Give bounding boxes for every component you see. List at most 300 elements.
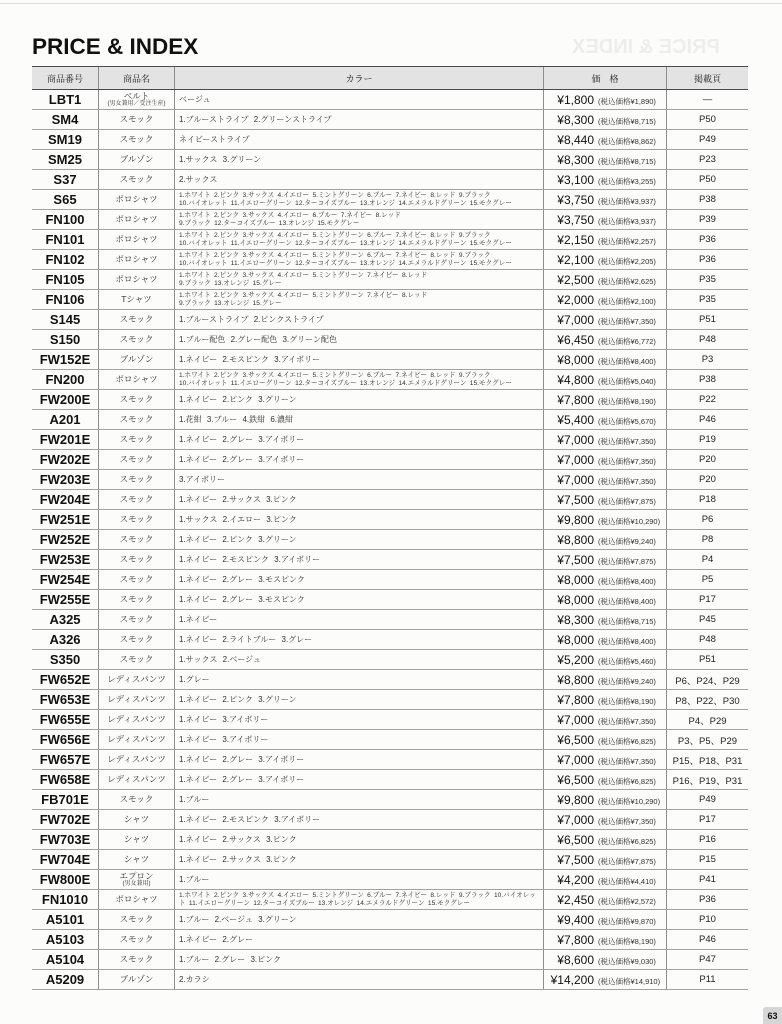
color-options-cell (174, 810, 543, 829)
product-name: レディスパンツ (107, 674, 166, 684)
color-options-cell (174, 970, 543, 989)
product-name-cell (98, 110, 174, 129)
product-name-cell (98, 510, 174, 529)
color-options-cell (174, 290, 543, 309)
tax-included-price: (税込価格¥7,875) (598, 556, 656, 566)
price: ¥8,000 (557, 572, 594, 587)
catalog-page-reference: P3 (666, 350, 748, 369)
price: ¥8,300 (557, 152, 594, 167)
page-title: PRICE & INDEX (32, 34, 199, 59)
tax-included-price: (税込価格¥5,040) (598, 376, 656, 386)
color-options-line: 1.ホワイト 2.ピンク 3.サックス 4.イエロー 5.ミントグリーン 6.ブルー 7.ネイビー 8.レッド 9.ブラック (179, 371, 491, 379)
product-code: FW655E (39, 712, 91, 727)
price-group (546, 771, 656, 789)
product-code: FB701E (41, 792, 89, 807)
product-code: A201 (49, 412, 81, 427)
tax-included-price: (税込価格¥4,410) (598, 876, 656, 886)
product-name: スモック (119, 794, 154, 804)
price-cell (543, 270, 666, 289)
table-row (32, 250, 748, 270)
tax-included-price: (税込価格¥7,350) (598, 316, 656, 326)
product-name-cell (98, 950, 174, 969)
price-cell (543, 250, 666, 269)
color-options-line: 2.カラシ (179, 975, 210, 984)
product-name: シャツ (123, 814, 150, 824)
catalog-page-reference: P48 (666, 330, 748, 349)
product-name: スモック (119, 114, 154, 124)
price-group (546, 231, 656, 249)
price-cell (543, 230, 666, 249)
color-options-cell (174, 370, 543, 389)
tax-included-price: (税込価格¥9,240) (598, 676, 656, 686)
price-cell (543, 530, 666, 549)
table-row (32, 670, 748, 690)
color-options-cell (174, 570, 543, 589)
product-code: FW203E (39, 472, 91, 487)
catalog-page-reference: P17 (666, 590, 748, 609)
price-cell (543, 730, 666, 749)
color-options-line: 9.ブラック 13.オレンジ 15.グレー (179, 299, 282, 307)
table-row (32, 570, 748, 590)
color-options-line: 1.ネイビー 2.グレー 3.アイボリー (179, 775, 305, 784)
price: ¥8,000 (557, 592, 594, 607)
product-name-cell (98, 910, 174, 929)
price-group (546, 931, 656, 949)
product-code: FW653E (39, 692, 91, 707)
table-row (32, 190, 748, 210)
price: ¥7,000 (557, 432, 594, 447)
table-row (32, 170, 748, 190)
price-group (546, 491, 656, 509)
catalog-page-reference: P23 (666, 150, 748, 169)
price-group (546, 971, 660, 989)
product-name-cell (98, 230, 174, 249)
price-cell (543, 770, 666, 789)
table-header-row (32, 66, 748, 90)
product-code: FW252E (39, 532, 91, 547)
price-group (546, 151, 656, 169)
catalog-page-reference: P51 (666, 650, 748, 669)
tax-included-price: (税込価格¥8,190) (598, 696, 656, 706)
product-name-note: (男女兼用／受注生産) (107, 100, 166, 107)
product-name-cell (98, 970, 174, 989)
tax-included-price: (税込価格¥6,825) (598, 736, 656, 746)
product-name: スモック (119, 614, 154, 624)
product-name: スモック (119, 514, 154, 524)
product-name-cell (98, 870, 174, 889)
catalog-page-reference: P19 (666, 430, 748, 449)
color-options-line: 1.ネイビー 3.アイボリー (179, 735, 269, 744)
price-group (546, 651, 656, 669)
catalog-page-reference: P4、P29 (666, 710, 748, 729)
product-code: FW656E (39, 732, 91, 747)
price-cell (543, 950, 666, 969)
tax-included-price: (税込価格¥6,825) (598, 776, 656, 786)
tax-included-price: (税込価格¥3,937) (598, 216, 656, 226)
color-options-line: 1.ネイビー 2.ライトブルー 3.グレー (179, 635, 313, 644)
color-options-line: 1.ブルー配色 2.グレー配色 3.グリーン配色 (179, 335, 337, 344)
product-name-cell (98, 850, 174, 869)
color-options-line: 1.ネイビー 2.グレー 3.モスピンク (179, 595, 305, 604)
color-options-line: 9.ブラック 13.オレンジ 15.グレー (179, 279, 282, 287)
tax-included-price: (税込価格¥7,350) (598, 716, 656, 726)
color-options-cell (174, 590, 543, 609)
price: ¥2,100 (557, 252, 594, 267)
color-options-cell (174, 270, 543, 289)
price: ¥2,150 (557, 232, 594, 247)
header-page: 掲載頁 (666, 67, 748, 89)
price-cell (543, 450, 666, 469)
product-name-cell (98, 150, 174, 169)
product-name-cell (98, 270, 174, 289)
table-row (32, 110, 748, 130)
product-code: S145 (49, 312, 81, 327)
color-options-line: ト 11.イエローグリーン 12.ターコイズブルー 13.オレンジ 14.エメラルドグリーン 15.モクグレー (179, 899, 471, 907)
price-group (546, 851, 656, 869)
product-name: ブルゾン (119, 354, 154, 364)
color-options-line: 1.ネイビー 2.グレー 3.アイボリー (179, 755, 305, 764)
price-group (546, 171, 656, 189)
product-name-cell (98, 590, 174, 609)
tax-included-price: (税込価格¥10,290) (598, 516, 661, 526)
table-row (32, 270, 748, 290)
product-name: スモック (119, 534, 154, 544)
color-options-line: 1.ホワイト 2.ピンク 3.サックス 4.イエロー 6.ブルー 7.ネイビー 8.レッド (179, 211, 401, 219)
color-options-cell (174, 530, 543, 549)
color-options-cell (174, 210, 543, 229)
table-row (32, 430, 748, 450)
product-code: A5103 (45, 932, 85, 947)
product-code: A5209 (45, 972, 85, 987)
product-name-cell (98, 430, 174, 449)
color-options-cell (174, 870, 543, 889)
catalog-page-reference: P36 (666, 230, 748, 249)
product-name: スモック (119, 914, 154, 924)
price-cell (543, 710, 666, 729)
color-options-cell (174, 170, 543, 189)
product-code: S37 (53, 172, 77, 187)
header-product-code: 商品番号 (46, 73, 83, 84)
table-row (32, 310, 748, 330)
product-name: スモック (119, 454, 154, 464)
table-row (32, 630, 748, 650)
catalog-page-reference: P46 (666, 930, 748, 949)
catalog-page-reference: P15 (666, 850, 748, 869)
tax-included-price: (税込価格¥7,350) (598, 436, 656, 446)
table-row (32, 610, 748, 630)
price-group (546, 551, 656, 569)
product-name-cell (98, 210, 174, 229)
table-row (32, 590, 748, 610)
price-cell (543, 310, 666, 329)
table-row (32, 530, 748, 550)
price-index-table (32, 66, 748, 990)
catalog-page-reference: P16、P19、P31 (666, 770, 748, 789)
color-options-line: 1.ホワイト 2.ピンク 3.サックス 4.イエロー 5.ミントグリーン 6.ブルー 7.ネイビー 8.レッド 9.ブラック (179, 191, 491, 199)
price-cell (543, 90, 666, 109)
product-name-cell (98, 350, 174, 369)
price: ¥9,800 (557, 512, 594, 527)
table-row (32, 890, 748, 910)
catalog-page-reference: P6、P24、P29 (666, 670, 748, 689)
price: ¥7,800 (557, 392, 594, 407)
price: ¥8,000 (557, 632, 594, 647)
product-code: A326 (49, 632, 81, 647)
color-options-line: 1.ブルーストライプ 2.グリーンストライプ (179, 115, 332, 124)
product-code: FN100 (45, 212, 85, 227)
price-group (546, 791, 660, 809)
catalog-page-reference: P20 (666, 470, 748, 489)
table-row (32, 650, 748, 670)
table-row (32, 330, 748, 350)
tax-included-price: (税込価格¥2,257) (598, 236, 656, 246)
product-code: FW200E (39, 392, 91, 407)
product-code: LBT1 (48, 92, 82, 107)
price-cell (543, 410, 666, 429)
product-name: ポロシャツ (115, 214, 158, 224)
price-cell (543, 570, 666, 589)
color-options-line: 1.ネイビー 2.グレー 3.アイボリー (179, 455, 305, 464)
price-cell (543, 970, 666, 989)
price-cell (543, 750, 666, 769)
tax-included-price: (税込価格¥2,572) (598, 896, 656, 906)
product-name-cell (98, 250, 174, 269)
color-options-line: 1.ホワイト 2.ピンク 3.サックス 4.イエロー 5.ミントグリーン 6.ブルー 7.ネイビー 8.レッド 9.ブラック (179, 251, 491, 259)
product-name: スモック (119, 174, 154, 184)
tax-included-price: (税込価格¥2,625) (598, 276, 656, 286)
color-options-line: 9.ブラック 12.ターコイズブルー 13.オレンジ 15.モクグレー (179, 219, 360, 227)
table-row (32, 390, 748, 410)
product-name: シャツ (123, 854, 150, 864)
color-options-line: 10.バイオレット 11.イエローグリーン 12.ターコイズブルー 13.オレンジ 14.エメラルドグリーン 15.モクグレー (179, 239, 512, 247)
header-product-name: 商品名 (98, 67, 174, 89)
color-options-line: ネイビーストライプ (179, 135, 250, 144)
price-cell (543, 350, 666, 369)
product-name: レディスパンツ (107, 734, 166, 744)
product-name: スモック (119, 334, 154, 344)
price-group (546, 731, 656, 749)
table-row (32, 350, 748, 370)
product-name-cell (98, 670, 174, 689)
price-cell (543, 130, 666, 149)
price-group (546, 91, 656, 109)
table-row (32, 370, 748, 390)
table-row (32, 870, 748, 890)
tax-included-price: (税込価格¥7,350) (598, 456, 656, 466)
color-options-cell (174, 470, 543, 489)
tax-included-price: (税込価格¥6,772) (598, 336, 656, 346)
product-name: レディスパンツ (107, 754, 166, 764)
catalog-page-reference: P8、P22、P30 (666, 690, 748, 709)
price-group (546, 411, 656, 429)
product-name: スモック (119, 414, 154, 424)
price-group (546, 351, 656, 369)
catalog-page-reference: P10 (666, 910, 748, 929)
price-cell (543, 370, 666, 389)
catalog-page-reference: P3、P5、P29 (666, 730, 748, 749)
price-group (546, 811, 656, 829)
product-code: A325 (49, 612, 81, 627)
price-group (546, 471, 656, 489)
catalog-page-reference: P45 (666, 610, 748, 629)
catalog-page-reference: P20 (666, 450, 748, 469)
color-options-cell (174, 630, 543, 649)
price-group (546, 831, 656, 849)
price-cell (543, 810, 666, 829)
price-group (546, 691, 656, 709)
product-name: シャツ (123, 834, 150, 844)
catalog-page-reference: P38 (666, 370, 748, 389)
color-options-line: 1.ネイビー (179, 615, 218, 624)
price: ¥4,800 (557, 372, 594, 387)
table-row (32, 950, 748, 970)
color-options-line: 1.ブルー 2.ベージュ 3.グリーン (179, 915, 297, 924)
price: ¥3,750 (557, 212, 594, 227)
product-name-cell (98, 310, 174, 329)
tax-included-price: (税込価格¥8,400) (598, 636, 656, 646)
color-options-line: 1.ホワイト 2.ピンク 3.サックス 4.イエロー 5.ミントグリーン 7.ネイビー 8.レッド (179, 291, 428, 299)
product-name-cell (98, 470, 174, 489)
product-name-cell (98, 710, 174, 729)
product-name: レディスパンツ (107, 694, 166, 704)
price-cell (543, 650, 666, 669)
color-options-cell (174, 250, 543, 269)
product-name: ポロシャツ (115, 254, 158, 264)
tax-included-price: (税込価格¥8,190) (598, 936, 656, 946)
color-options-line: 10.バイオレット 11.イエローグリーン 12.ターコイズブルー 13.オレンジ 14.エメラルドグリーン 15.モクグレー (179, 379, 512, 387)
price-cell (543, 390, 666, 409)
color-options-line: 1.ブルー (179, 875, 210, 884)
price: ¥8,800 (557, 532, 594, 547)
price-cell (543, 170, 666, 189)
price-group (546, 331, 656, 349)
product-code: FN101 (45, 232, 85, 247)
table-row (32, 290, 748, 310)
price-cell (543, 110, 666, 129)
tax-included-price: (税込価格¥9,240) (598, 536, 656, 546)
color-options-line: 1.ネイビー 2.サックス 3.ピンク (179, 855, 297, 864)
price-cell (543, 610, 666, 629)
product-name: スモック (119, 934, 154, 944)
catalog-page-reference: P39 (666, 210, 748, 229)
tax-included-price: (税込価格¥8,400) (598, 596, 656, 606)
catalog-page-reference: P15、P18、P31 (666, 750, 748, 769)
color-options-line: 1.ブルーストライプ 2.ピンクストライプ (179, 315, 324, 324)
color-options-cell (174, 790, 543, 809)
catalog-page-reference: P17 (666, 810, 748, 829)
color-options-line: 1.花紺 3.ブルー 4.鉄紺 6.濃紺 (179, 415, 294, 424)
product-name-cell (98, 650, 174, 669)
table-row (32, 910, 748, 930)
price: ¥6,500 (557, 732, 594, 747)
product-name: ブルゾン (119, 154, 154, 164)
table-row (32, 810, 748, 830)
table-row (32, 450, 748, 470)
color-options-cell (174, 390, 543, 409)
product-code: SM25 (48, 152, 82, 167)
color-options-cell (174, 650, 543, 669)
product-name: ポロシャツ (115, 374, 158, 384)
color-options-cell (174, 710, 543, 729)
product-name-cell (98, 170, 174, 189)
product-name: スモック (119, 474, 154, 484)
price: ¥8,800 (557, 672, 594, 687)
color-options-cell (174, 910, 543, 929)
price-cell (543, 210, 666, 229)
product-name: スモック (119, 954, 154, 964)
catalog-page-reference: P11 (666, 970, 748, 989)
color-options-cell (174, 830, 543, 849)
price-group (546, 511, 660, 529)
price-cell (543, 670, 666, 689)
tax-included-price: (税込価格¥7,350) (598, 476, 656, 486)
product-code: FW658E (39, 772, 91, 787)
price-group (546, 571, 656, 589)
color-options-line: 1.ホワイト 2.ピンク 3.サックス 4.イエロー 5.ミントグリーン 6.ブルー 7.ネイビー 8.レッド 9.ブラック 10.バイオレッ (179, 891, 536, 899)
color-options-cell (174, 890, 543, 909)
product-name-cell (98, 390, 174, 409)
price-cell (543, 150, 666, 169)
price-group (546, 631, 656, 649)
table-row (32, 130, 748, 150)
catalog-page-reference: P51 (666, 310, 748, 329)
price-group (546, 671, 656, 689)
price: ¥2,500 (557, 272, 594, 287)
table-row (32, 850, 748, 870)
table-row (32, 550, 748, 570)
price: ¥3,750 (557, 192, 594, 207)
price-group (546, 891, 656, 909)
price: ¥7,800 (557, 932, 594, 947)
color-options-cell (174, 750, 543, 769)
price-cell (543, 590, 666, 609)
color-options-cell (174, 130, 543, 149)
product-name: ポロシャツ (115, 274, 158, 284)
color-options-cell (174, 90, 543, 109)
color-options-cell (174, 950, 543, 969)
catalog-page-reference: P36 (666, 250, 748, 269)
product-code: FN105 (45, 272, 85, 287)
product-name: エプロン (119, 870, 154, 881)
color-options-cell (174, 150, 543, 169)
product-name: スモック (119, 634, 154, 644)
tax-included-price: (税込価格¥14,910) (598, 976, 661, 986)
product-name-cell (98, 370, 174, 389)
tax-included-price: (税込価格¥7,875) (598, 856, 656, 866)
product-code: A5101 (45, 912, 85, 927)
color-options-line: 1.ホワイト 2.ピンク 3.サックス 4.イエロー 5.ミントグリーン 7.ネイビー 8.レッド (179, 271, 428, 279)
product-code: FN200 (45, 372, 85, 387)
color-options-line: 10.バイオレット 11.イエローグリーン 12.ターコイズブルー 13.オレンジ 14.エメラルドグリーン 15.モクグレー (179, 199, 512, 207)
color-options-line: 1.ネイビー 2.モスピンク 3.アイボリー (179, 355, 321, 364)
product-code: FW704E (39, 852, 91, 867)
tax-included-price: (税込価格¥7,350) (598, 816, 656, 826)
tax-included-price: (税込価格¥9,030) (598, 956, 656, 966)
table-row (32, 210, 748, 230)
color-options-line: 1.サックス 3.グリーン (179, 155, 262, 164)
price: ¥7,000 (557, 452, 594, 467)
price-group (546, 251, 656, 269)
tax-included-price: (税込価格¥2,205) (598, 256, 656, 266)
price-group (546, 951, 656, 969)
product-name-cell (98, 750, 174, 769)
product-name-cell (98, 630, 174, 649)
catalog-page-reference: P49 (666, 130, 748, 149)
price-cell (543, 490, 666, 509)
catalog-page-reference: P41 (666, 870, 748, 889)
product-name-cell (98, 490, 174, 509)
price: ¥7,500 (557, 492, 594, 507)
